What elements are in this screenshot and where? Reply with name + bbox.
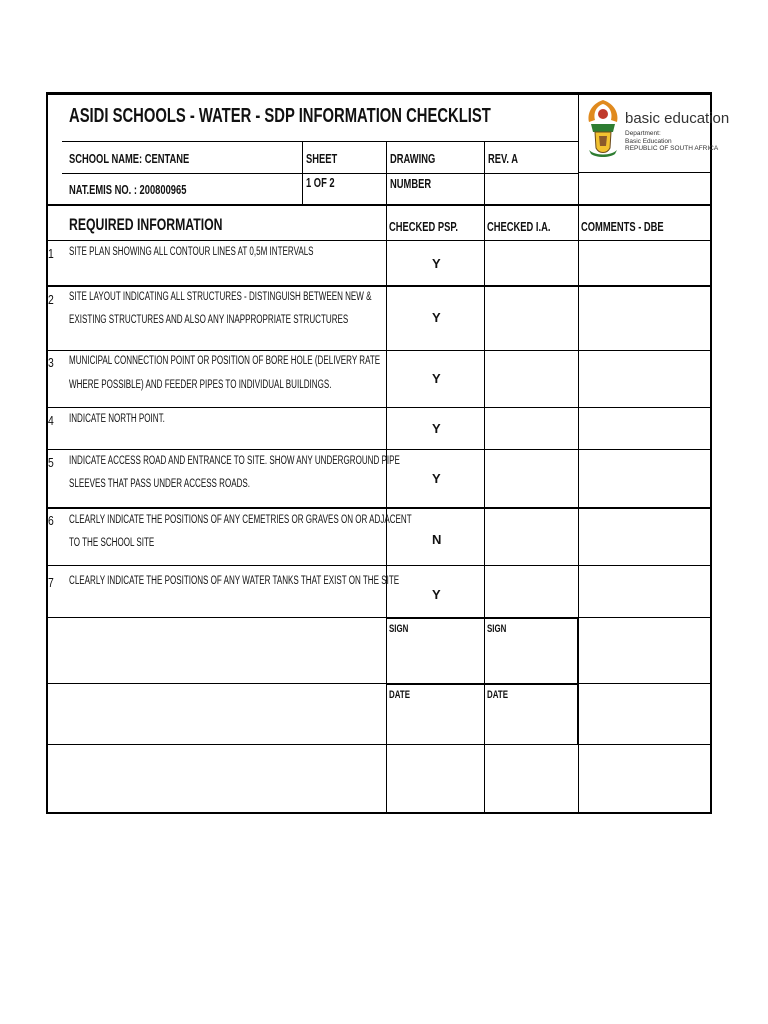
vline-drawing bbox=[386, 141, 387, 205]
checked-psp-heading: CHECKED PSP. bbox=[389, 219, 459, 234]
logo-line-2: Basic Education bbox=[625, 137, 672, 145]
vline-sheet bbox=[302, 141, 303, 205]
psp-check-value: Y bbox=[432, 310, 441, 325]
vline-sign-right bbox=[577, 617, 579, 745]
required-info-heading: REQUIRED INFORMATION bbox=[69, 215, 223, 234]
sign-ia-label: SIGN bbox=[487, 623, 507, 635]
item-number: 7 bbox=[48, 575, 54, 590]
item-text-line2: EXISTING STRUCTURES AND ALSO ANY INAPPROPRIATE STRUCTURES bbox=[69, 314, 349, 326]
date-ia-label: DATE bbox=[487, 689, 508, 701]
divider-row7 bbox=[46, 565, 712, 566]
nat-emis-number: NAT.EMIS NO. : 200800965 bbox=[69, 182, 187, 197]
item-number: 5 bbox=[48, 455, 54, 470]
divider-sign bbox=[46, 617, 712, 618]
item-number: 4 bbox=[48, 413, 54, 428]
logo-line-3: REPUBLIC OF SOUTH AFRICA bbox=[625, 145, 719, 152]
page-title: ASIDI SCHOOLS - WATER - SDP INFORMATION CHECKLIST bbox=[69, 105, 491, 127]
item-number: 6 bbox=[48, 513, 54, 528]
item-text-line2: WHERE POSSIBLE) AND FEEDER PIPES TO INDIVIDUAL BUILDINGS. bbox=[69, 379, 332, 391]
number-label: NUMBER bbox=[390, 176, 432, 191]
sheet-label: SHEET bbox=[306, 151, 338, 166]
divider-date-thick bbox=[386, 683, 578, 685]
revision: REV. A bbox=[488, 151, 519, 166]
bottom-border bbox=[46, 812, 712, 814]
item-text: SITE LAYOUT INDICATING ALL STRUCTURES - DISTINGUISH BETWEEN NEW & bbox=[69, 291, 372, 303]
item-text: INDICATE ACCESS ROAD AND ENTRANCE TO SITE. SHOW ANY UNDERGROUND PIPE bbox=[69, 455, 400, 467]
school-name: SCHOOL NAME: CENTANE bbox=[69, 151, 190, 166]
item-text: CLEARLY INDICATE THE POSITIONS OF ANY WATER TANKS THAT EXIST ON THE SITE bbox=[69, 575, 400, 587]
divider-header bbox=[46, 204, 712, 206]
divider-last bbox=[46, 744, 712, 745]
divider-sign-thick bbox=[386, 617, 578, 619]
top-border bbox=[46, 92, 712, 95]
drawing-label: DRAWING bbox=[390, 151, 436, 166]
date-psp-label: DATE bbox=[389, 689, 410, 701]
item-text: MUNICIPAL CONNECTION POINT OR POSITION OF BORE HOLE (DELIVERY RATE bbox=[69, 355, 381, 367]
divider-logo-bottom bbox=[578, 172, 712, 173]
vline-rev bbox=[484, 141, 485, 205]
item-number: 2 bbox=[48, 292, 54, 307]
psp-check-value: N bbox=[432, 532, 442, 547]
sheet-value: 1 OF 2 bbox=[306, 175, 335, 190]
psp-check-value: Y bbox=[432, 421, 441, 436]
divider-title bbox=[62, 141, 578, 142]
psp-check-value: Y bbox=[432, 371, 441, 386]
item-text-line2: SLEEVES THAT PASS UNDER ACCESS ROADS. bbox=[69, 478, 251, 490]
item-text: INDICATE NORTH POINT. bbox=[69, 413, 165, 425]
logo-name: basic education bbox=[625, 110, 730, 127]
logo-department bbox=[625, 130, 718, 153]
psp-check-value: Y bbox=[432, 256, 441, 271]
item-text-line2: TO THE SCHOOL SITE bbox=[69, 537, 155, 549]
psp-check-value: Y bbox=[432, 587, 441, 602]
vline-ia bbox=[484, 204, 485, 814]
divider-date bbox=[46, 683, 712, 684]
sign-psp-label: SIGN bbox=[389, 623, 409, 635]
coat-of-arms-icon bbox=[583, 98, 623, 164]
psp-check-value: Y bbox=[432, 471, 441, 486]
checked-ia-heading: CHECKED I.A. bbox=[487, 219, 551, 234]
divider-school bbox=[62, 173, 578, 174]
basic-education-logo bbox=[583, 98, 730, 164]
item-number: 1 bbox=[48, 246, 54, 261]
right-border bbox=[710, 92, 712, 814]
left-border bbox=[46, 92, 48, 814]
comments-heading: COMMENTS - DBE bbox=[581, 219, 664, 234]
logo-line-1: Department: bbox=[625, 130, 661, 137]
item-number: 3 bbox=[48, 355, 54, 370]
item-text: CLEARLY INDICATE THE POSITIONS OF ANY CEMETRIES OR GRAVES ON OR ADJACENT bbox=[69, 514, 412, 526]
item-text: SITE PLAN SHOWING ALL CONTOUR LINES AT 0,5M INTERVALS bbox=[69, 246, 314, 258]
